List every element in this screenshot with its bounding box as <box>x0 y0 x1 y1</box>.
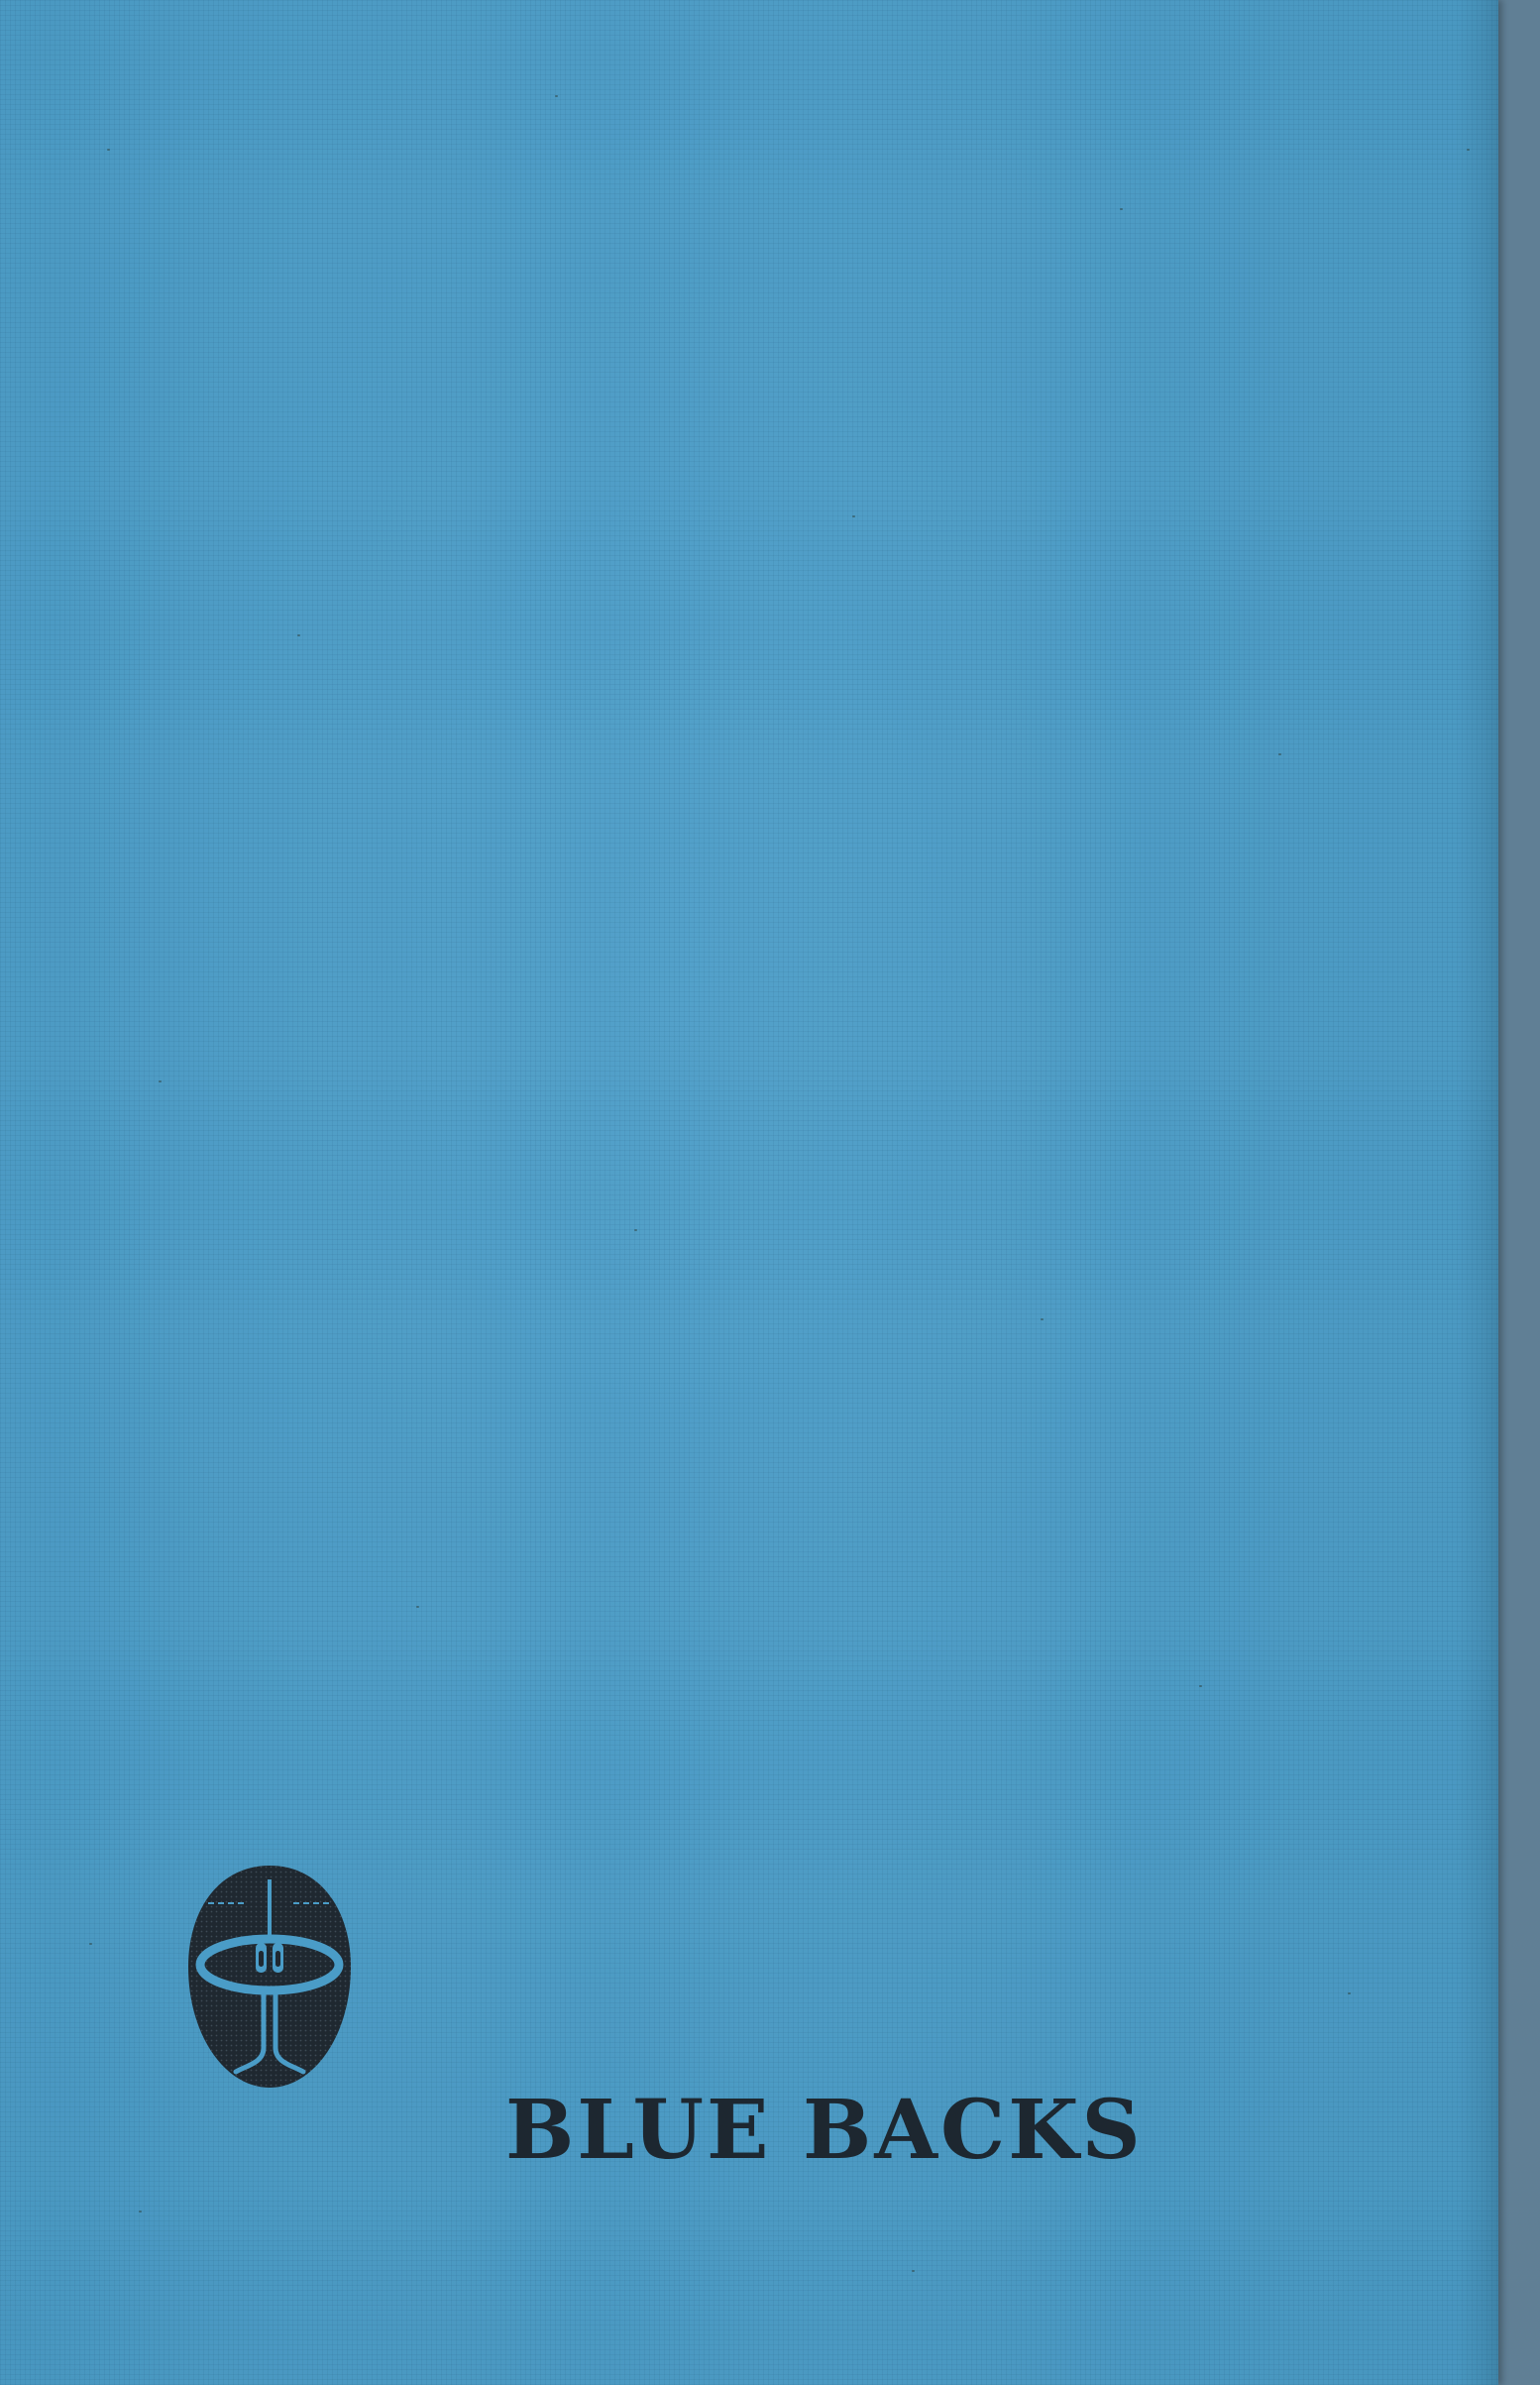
paper-speck <box>1041 1318 1044 1320</box>
paper-speck <box>107 149 110 151</box>
paper-speck <box>297 634 300 636</box>
paper-speck <box>1199 1685 1202 1687</box>
paper-speck <box>1348 1992 1351 1994</box>
paper-speck <box>159 1080 162 1082</box>
egg-face-logo-icon <box>184 1860 355 2094</box>
paper-speck <box>634 1229 637 1231</box>
paper-speck <box>1278 753 1281 755</box>
paper-speck <box>139 2211 142 2213</box>
paper-speck <box>912 2270 915 2272</box>
paper-speck <box>1120 208 1123 210</box>
paper-speck <box>1467 149 1470 151</box>
paper-speck <box>852 515 855 517</box>
paper-speck <box>89 1943 92 1945</box>
paper-speck <box>555 95 558 97</box>
cover-edge-shadow <box>1457 0 1498 2385</box>
brand-wordmark: BLUE BACKS <box>505 2083 1144 2178</box>
paper-speck <box>416 1606 419 1608</box>
